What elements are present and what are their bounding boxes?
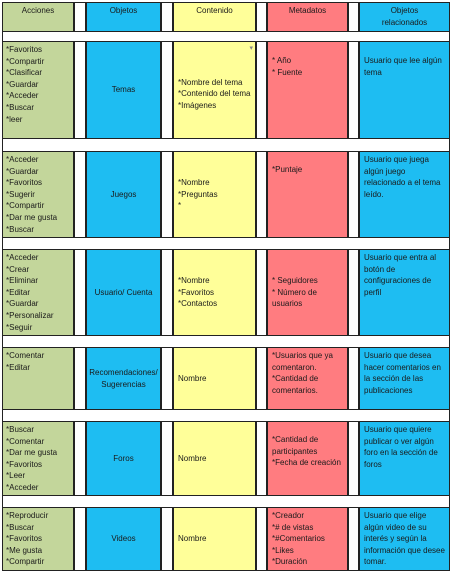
row-spacer	[2, 32, 450, 41]
list-item: *Compartir	[6, 56, 45, 66]
acciones-cell	[2, 249, 74, 336]
list-item: *Preguntas	[178, 189, 218, 199]
relacionados-text: Usuario que elige algún video de su interés y según la información que desee tomar.	[364, 511, 445, 567]
list-item: * Fuente	[272, 67, 303, 77]
list-item: *Nombre	[178, 276, 210, 286]
acciones-cell	[2, 347, 74, 410]
row-spacer	[2, 139, 450, 151]
relacionados-cell	[359, 151, 450, 238]
list-item: *Likes	[272, 545, 294, 555]
relacionados-cell	[359, 507, 450, 571]
row-spacer	[2, 410, 450, 421]
acciones-cell	[2, 151, 74, 238]
spacer-column	[256, 249, 267, 336]
list-item: *Acceder	[6, 253, 39, 262]
list-item: *Dar me gusta	[6, 212, 58, 222]
list-item: * Número de usuarios	[272, 287, 317, 309]
list-item: *Favoritos	[178, 287, 215, 297]
list-item: *Buscar	[6, 102, 35, 112]
relacionados-text: Usuario que lee algún tema	[364, 56, 442, 77]
list-item: *Leer	[6, 471, 26, 481]
spacer-column	[348, 151, 359, 238]
relacionados-cell	[359, 347, 450, 410]
contenido-cell	[173, 249, 256, 336]
list-item: *Compartir	[6, 557, 45, 567]
list-item: * Año	[272, 56, 292, 65]
table-header-row	[2, 2, 450, 32]
list-item: *Guardar	[6, 166, 39, 176]
relacionados-cell	[359, 41, 450, 139]
list-item: *Buscar	[6, 224, 35, 234]
spacer-column	[74, 421, 86, 496]
list-item: *Contenido del tema	[178, 89, 251, 99]
row-spacer	[2, 496, 450, 507]
spacer-column	[161, 41, 173, 139]
objeto-cell	[86, 421, 161, 496]
spacer-column	[161, 421, 173, 496]
contenido-cell	[173, 507, 256, 571]
header-objetos: Objetos	[86, 2, 161, 32]
list-item: *Cantidad de comentarios.	[272, 374, 319, 395]
list-item: *Buscar	[6, 522, 35, 532]
list-item: *Favoritos	[6, 459, 43, 469]
list-item: *Crear	[6, 264, 30, 274]
header-contenido: Contenido	[173, 2, 256, 32]
list-item: *# de vistas	[272, 522, 314, 532]
list-item: * Seguidores	[272, 276, 318, 286]
spacer-column	[161, 507, 173, 571]
list-item: *Seguir	[6, 322, 33, 332]
dropdown-arrow-icon[interactable]: ▾	[249, 45, 253, 52]
list-item: *Comentar	[6, 351, 45, 360]
list-item: *Usuarios que ya comentaron.	[272, 351, 333, 372]
list-item: *Duración	[272, 557, 308, 567]
list-item: *Eliminar	[6, 276, 39, 286]
contenido-cell	[173, 347, 256, 410]
spacer-column	[256, 347, 267, 410]
spacer-column	[74, 249, 86, 336]
table-row	[2, 151, 450, 238]
spacer-column	[161, 249, 173, 336]
spacer-column	[74, 151, 86, 238]
objeto-label: Foros	[113, 453, 134, 463]
spacer-column	[256, 151, 267, 238]
relacionados-text: Usuario que juega algún juego relacionado a el tema leído.	[364, 155, 441, 199]
acciones-cell	[2, 421, 74, 496]
list-item: *Reproducir	[6, 511, 49, 520]
spacer-column	[348, 421, 359, 496]
list-item: *leer	[6, 114, 23, 124]
metadatos-cell	[267, 151, 348, 238]
objeto-label: Recomendaciones/Sugerencias	[89, 367, 158, 389]
spacer-column	[348, 249, 359, 336]
objeto-cell	[86, 41, 161, 139]
list-item: *Fecha de creación	[272, 458, 341, 468]
list-item: *Favoritos	[6, 534, 43, 544]
spacer-column	[161, 2, 173, 32]
spacer-column	[74, 41, 86, 139]
table-row	[2, 41, 450, 139]
header-metadatos: Metadatos	[267, 2, 348, 32]
objeto-cell	[86, 249, 161, 336]
objeto-label: Videos	[111, 534, 136, 544]
spacer-column	[161, 151, 173, 238]
objeto-label: Juegos	[110, 189, 137, 199]
list-item: *Clasificar	[6, 68, 43, 78]
spacer-column	[256, 421, 267, 496]
spacer-column	[74, 507, 86, 571]
spacer-column	[256, 41, 267, 139]
table-row	[2, 421, 450, 496]
list-item: *Puntaje	[272, 165, 303, 174]
list-item: *Editar	[6, 287, 31, 297]
relacionados-cell	[359, 249, 450, 336]
list-item: *Sugerir	[6, 189, 35, 199]
relacionados-text: Usuario que desea hacer comentarios en la sección de las publicaciones	[364, 351, 441, 395]
list-item: *	[178, 201, 182, 211]
objeto-cell	[86, 507, 161, 571]
list-item: *Imágenes	[178, 100, 217, 110]
objeto-cell	[86, 347, 161, 410]
row-spacer	[2, 336, 450, 347]
spacer-column	[74, 347, 86, 410]
list-item: Nombre	[178, 534, 207, 544]
spacer-column	[256, 2, 267, 32]
spacer-column	[348, 2, 359, 32]
list-item: *Compartir	[6, 201, 45, 211]
spacer-column	[348, 41, 359, 139]
list-item: *Buscar	[6, 425, 35, 434]
objeto-cell	[86, 151, 161, 238]
table-row	[2, 507, 450, 571]
list-item: Nombre	[178, 453, 207, 463]
spacer-column	[74, 2, 86, 32]
list-item: *Cantidad de participantes	[272, 435, 319, 456]
spacer-column	[256, 507, 267, 571]
acciones-cell	[2, 41, 74, 139]
contenido-cell	[173, 151, 256, 238]
header-acciones: Acciones	[2, 2, 74, 32]
spacer-column	[348, 347, 359, 410]
objeto-label: Usuario/ Cuenta	[94, 287, 153, 297]
list-item: *Personalizar	[6, 310, 54, 320]
header-objetos-relacionados: Objetos relacionados	[359, 2, 450, 32]
table-row	[2, 347, 450, 410]
list-item: *Dar me gusta	[6, 448, 58, 458]
list-item: *Acceder	[6, 91, 39, 101]
list-item: *Acceder	[6, 482, 39, 492]
list-item: *Contactos	[178, 299, 218, 309]
metadatos-cell	[267, 507, 348, 571]
list-item: *Favoritos	[6, 45, 43, 54]
acciones-cell	[2, 507, 74, 571]
list-item: *Guardar	[6, 79, 39, 89]
relacionados-cell	[359, 421, 450, 496]
list-item: *Editar	[6, 362, 31, 372]
list-item: *Me gusta	[6, 545, 43, 555]
list-item: *Acceder	[6, 155, 39, 164]
relacionados-text: Usuario que quiere publicar o ver algún foro en la sección de foros	[364, 425, 438, 469]
objeto-label: Temas	[111, 85, 136, 95]
list-item: *Comentar	[6, 436, 45, 446]
metadatos-cell	[267, 347, 348, 410]
row-spacer	[2, 238, 450, 249]
list-item: *Guardar	[6, 299, 39, 309]
metadatos-cell	[267, 41, 348, 139]
list-item: *Creador	[272, 511, 305, 520]
metadatos-cell	[267, 249, 348, 336]
list-item: *Nombre del tema	[178, 77, 243, 87]
list-item: *#Comentarios	[272, 534, 325, 544]
spacer-column	[348, 507, 359, 571]
contenido-cell	[173, 421, 256, 496]
metadatos-cell	[267, 421, 348, 496]
relacionados-text: Usuario que entra al botón de configuraciones de perfil	[364, 253, 437, 297]
list-item: *Favoritos	[6, 178, 43, 188]
list-item: *Nombre	[178, 178, 210, 188]
table-row	[2, 249, 450, 336]
spacer-column	[161, 347, 173, 410]
contenido-cell	[173, 41, 256, 139]
list-item: Nombre	[178, 373, 207, 383]
